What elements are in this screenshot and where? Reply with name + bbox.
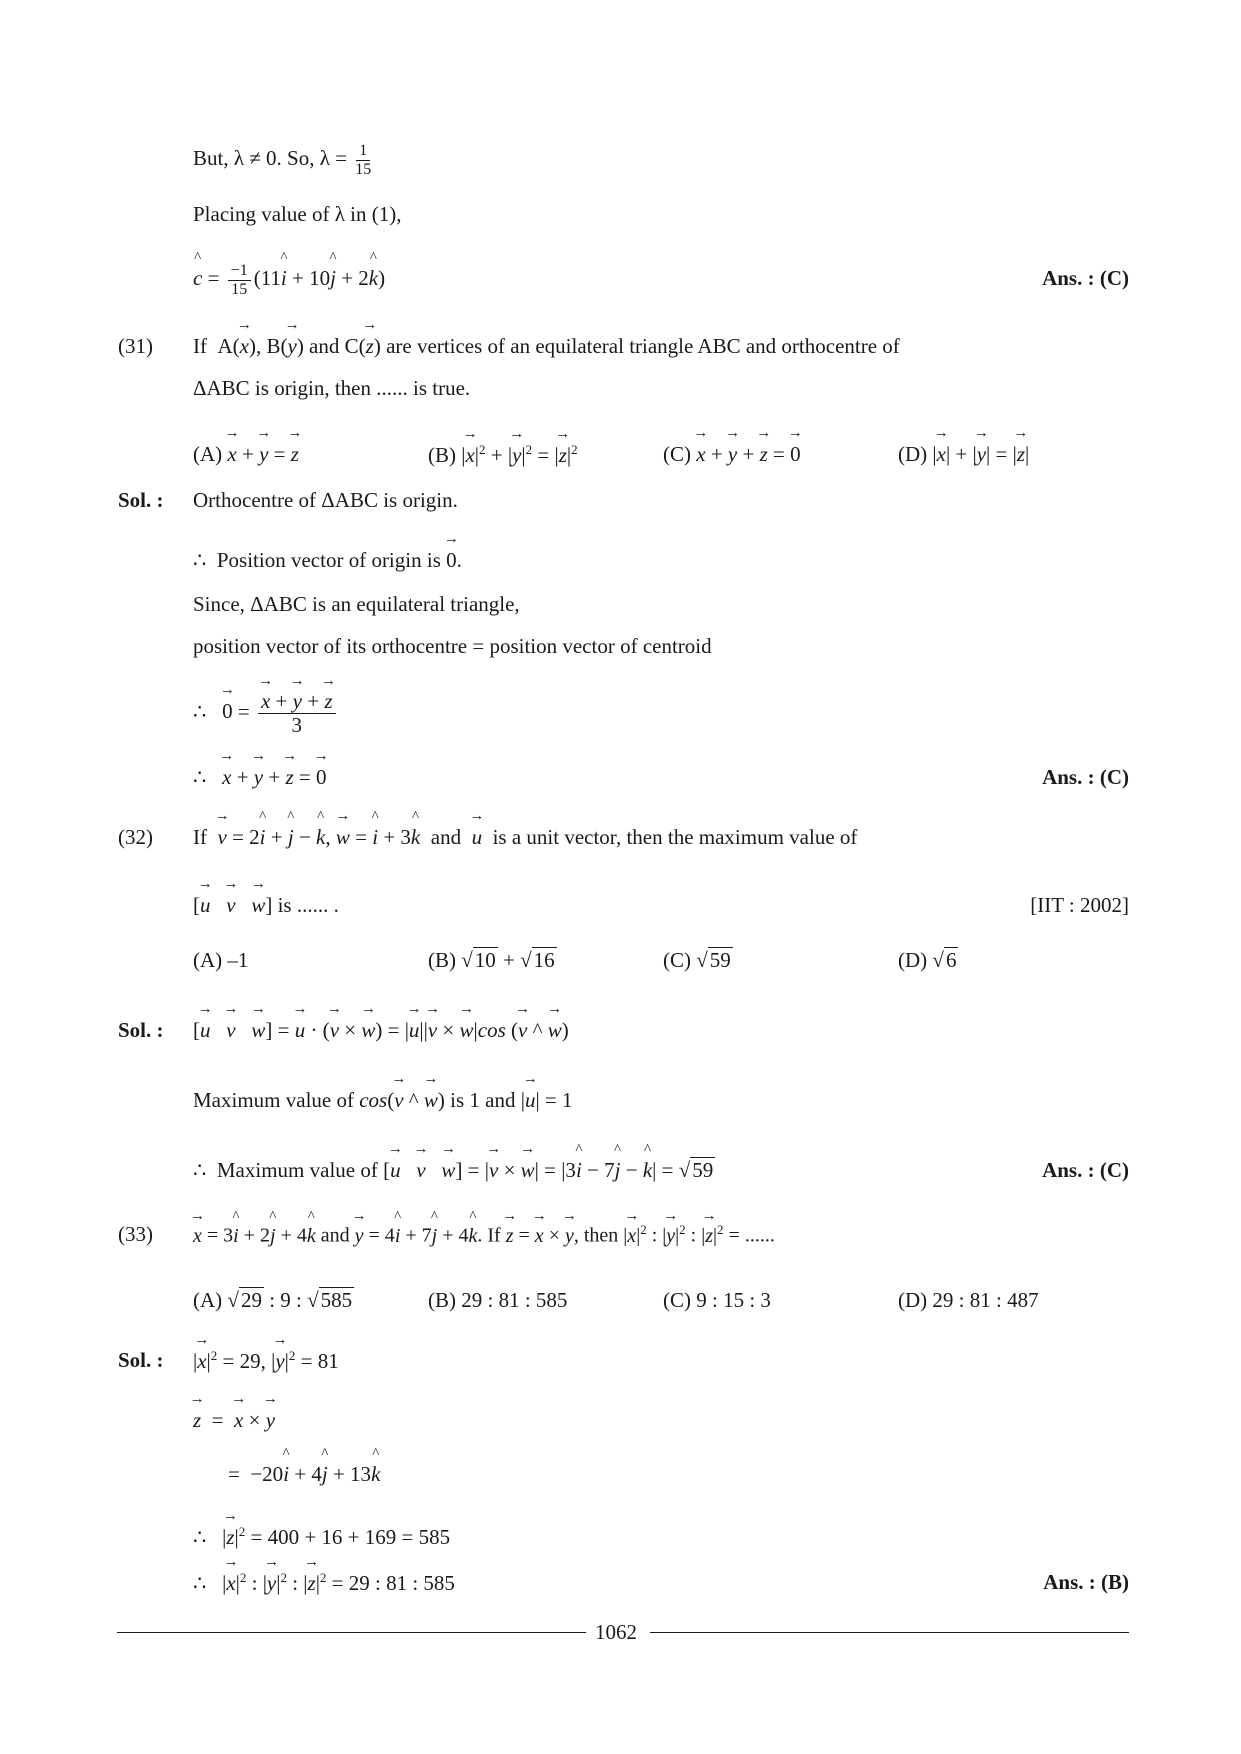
q32-option-c[interactable]: (C) √59 [663, 948, 731, 972]
q32-option-b[interactable]: (B) √10 + √16 [428, 948, 555, 972]
q31-option-d[interactable]: (D) |→ x| + |→ y| = |→ z| [898, 442, 1029, 467]
q33-sol-label: Sol. : [118, 1348, 164, 1372]
answer-q31: Ans. : (C) [1042, 765, 1129, 789]
q33-option-a[interactable]: (A) √29 : 9 : √585 [193, 1288, 353, 1312]
q31-sol-line3: Since, ΔABC is an equilateral triangle, [193, 592, 520, 616]
q33-number: (33) [118, 1222, 153, 1246]
answer-q32: Ans. : (C) [1042, 1158, 1129, 1182]
q32-sol-line3: ∴ Maximum value of [→ u → v → w] = |→ v × → w| = |3^ i − 7^ j − ^ k| = √59 [193, 1158, 715, 1183]
q32-sol-line2: Maximum value of cos(→ v ^ → w) is 1 and |→ u| = 1 [193, 1088, 573, 1113]
q31-number: (31) [118, 334, 153, 358]
q33-option-d[interactable]: (D) 29 : 81 : 487 [898, 1288, 1039, 1312]
q31-sol-label: Sol. : [118, 488, 164, 512]
q33-sol-line4: ∴ |→ $z|^2 = 400 + 16 + 169 = 585$ [193, 1524, 450, 1550]
q31-option-b[interactable]: (B) |→ $x|^2$ + |→ $y|^2$ = |→ $z|^2$ [428, 442, 578, 468]
q33-option-b[interactable]: (B) 29 : 81 : 585 [428, 1288, 568, 1312]
c-hat-equation: ^ c = $\frac{-1}{15}$ (11^ i + 10^ j + 2^ k) [193, 262, 385, 298]
q33-sol-line5: ∴ |→ $x|^2$ : |→ $y|^2$ : |→ $z|^2 = 29$ : 81 : 585 [193, 1570, 455, 1596]
q32-option-d[interactable]: (D) √6 [898, 948, 957, 972]
q31-sol-line4: position vector of its orthocentre = position vector of centroid [193, 634, 712, 658]
q31-option-a[interactable]: (A) → x + → y = → z [193, 442, 299, 467]
q31-sol-line1: Orthocentre of ΔABC is origin. [193, 488, 458, 512]
q32-sol-equation1: [→ u → v → w] = → u · (→ v × → w) = |→ u||→ v × → w|cos (→ v ^ → w) [193, 1018, 569, 1043]
q33-sol-line1: |→ $x|^2 = 29$, |→ $y|^2 = 81$ [193, 1348, 339, 1374]
q31-sol-line2: ∴ Position vector of origin is → 0. [193, 548, 462, 573]
lambda-line: But, λ ≠ 0. So, λ = $\frac{1}{15}$ [193, 142, 372, 178]
answer-q33: Ans. : (B) [1043, 1570, 1129, 1594]
q33-option-c[interactable]: (C) 9 : 15 : 3 [663, 1288, 771, 1312]
q31-centroid-equation: ∴ → 0 = → $\frac{x + \to y + \to z}{3}$ [193, 690, 339, 737]
q31-result-equation: ∴ → x + → y + → z = → 0 [193, 765, 327, 790]
q32-sol-label: Sol. : [118, 1018, 164, 1042]
q31-option-c[interactable]: (C) → x + → y + → z = → 0 [663, 442, 801, 467]
q33-sol-line3: = −20^ i + 4^ j + 13^ k [228, 1462, 380, 1487]
q32-text-line2: [→ u → v → w] is ...... . [193, 893, 339, 918]
page-number: 1062 [595, 1620, 637, 1644]
q32-text-line1: If → v = 2^ i + ^ j − ^ k, → w = ^ i + 3^ k and → u is a unit vector, then the maximum value of [193, 825, 857, 850]
q33-text: → x = 3^ i + 2^ j + 4^ k and → y = 4^ i + 7^ j + 4^ k. If → z = → x × → y, then |→ $x|^2$ : |→ $y|^2$ : |→ $z|^2$ = ...... [193, 1222, 775, 1248]
lambda-fraction: $\frac{1}{15}$ [355, 142, 372, 178]
footer-rule-right [650, 1632, 1129, 1633]
q31-text-line1: If A(→ x), B(→ y) and C(→ z) are vertices of an equilateral triangle ABC and orthocentre of [193, 334, 900, 359]
q32-number: (32) [118, 825, 153, 849]
footer-rule-left [117, 1632, 586, 1633]
q31-text-line2: ΔABC is origin, then ...... is true. [193, 376, 471, 400]
q33-sol-line2: → z = → x × → y [193, 1408, 275, 1433]
q32-source: [IIT : 2002] [1030, 893, 1129, 917]
q32-option-a[interactable]: (A) –1 [193, 948, 249, 972]
answer-top: Ans. : (C) [1042, 266, 1129, 290]
placing-line: Placing value of λ in (1), [193, 202, 402, 226]
